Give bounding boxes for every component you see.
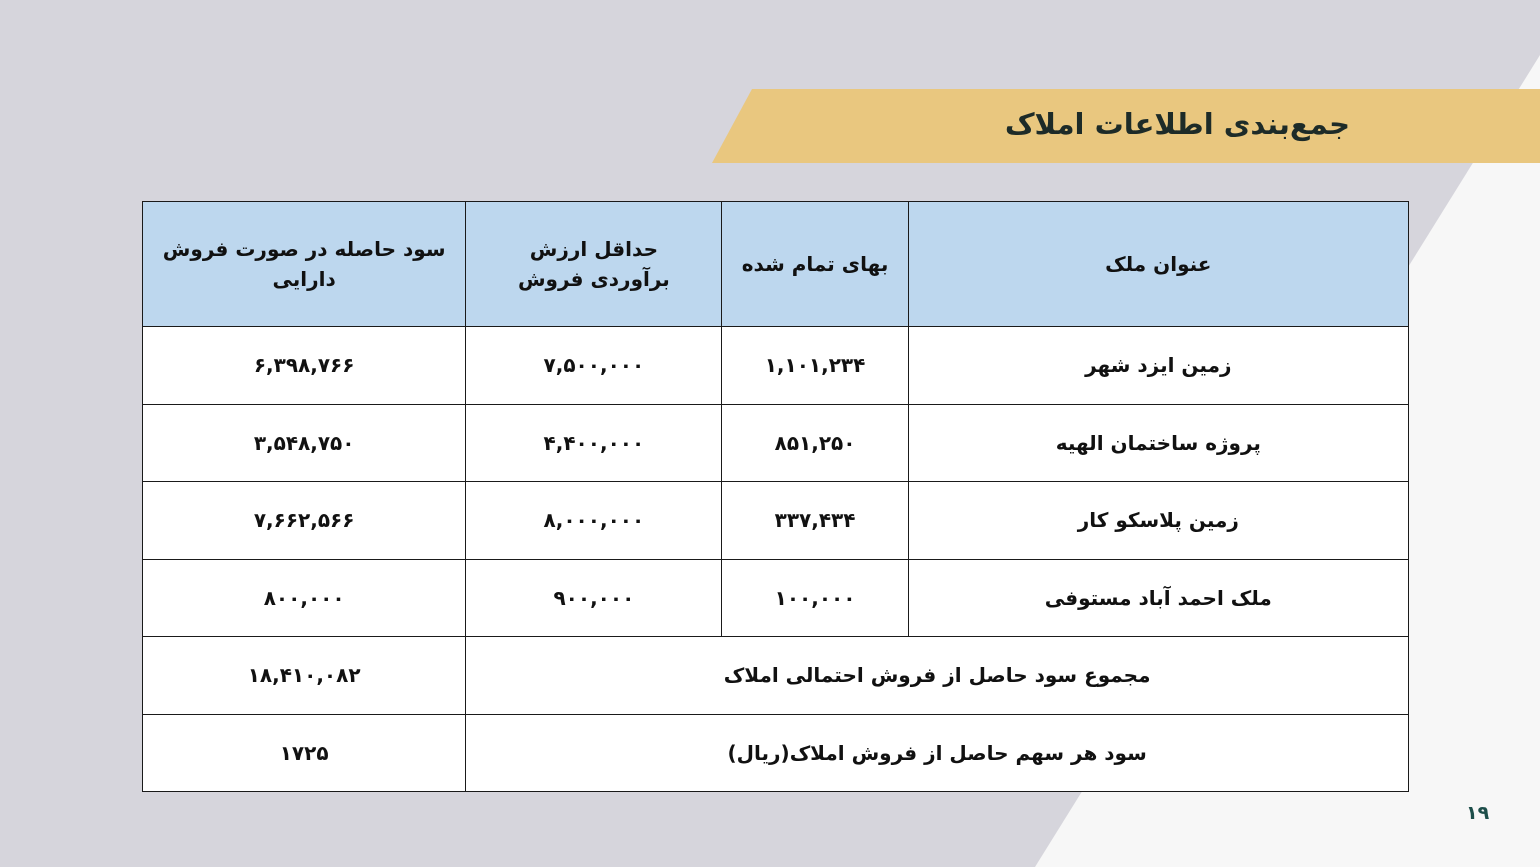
eps-label: سود هر سهم حاصل از فروش املاک(ریال) [466,714,1409,792]
table-row [143,559,1409,637]
cell-profit: ۷,۶۶۲,۵۶۶ [143,482,466,560]
header-min-value: حداقل ارزش برآوردی فروش [466,202,722,327]
cell-property: پروژه ساختمان الهیه [908,404,1408,482]
table-row [143,482,1409,560]
cell-profit: ۸۰۰,۰۰۰ [143,559,466,637]
total-profit-value: ۱۸,۴۱۰,۰۸۲ [143,637,466,715]
cell-cost: ۱۰۰,۰۰۰ [722,559,908,637]
eps-value: ۱۷۲۵ [143,714,466,792]
cell-cost: ۳۳۷,۴۳۴ [722,482,908,560]
total-profit-label: مجموع سود حاصل از فروش احتمالی املاک [466,637,1409,715]
cell-min-value: ۴,۴۰۰,۰۰۰ [466,404,722,482]
table-header-row [143,202,1409,327]
cell-min-value: ۸,۰۰۰,۰۰۰ [466,482,722,560]
header-property: عنوان ملک [908,202,1408,327]
header-profit: سود حاصله در صورت فروش دارایی [143,202,466,327]
total-profit-row [143,637,1409,715]
cell-cost: ۱,۱۰۱,۲۳۴ [722,327,908,405]
eps-row [143,714,1409,792]
cell-property: زمین پلاسکو کار [908,482,1408,560]
cell-min-value: ۷,۵۰۰,۰۰۰ [466,327,722,405]
cell-profit: ۶,۳۹۸,۷۶۶ [143,327,466,405]
page-number: ۱۹ [1466,802,1490,824]
cell-min-value: ۹۰۰,۰۰۰ [466,559,722,637]
cell-property: ملک احمد آباد مستوفی [908,559,1408,637]
table-row [143,404,1409,482]
property-summary-table [142,201,1409,792]
cell-property: زمین ایزد شهر [908,327,1408,405]
table-row [143,327,1409,405]
cell-profit: ۳,۵۴۸,۷۵۰ [143,404,466,482]
slide-title: جمع‌بندی اطلاعات املاک [1004,107,1350,141]
cell-cost: ۸۵۱,۲۵۰ [722,404,908,482]
header-cost: بهای تمام شده [722,202,908,327]
